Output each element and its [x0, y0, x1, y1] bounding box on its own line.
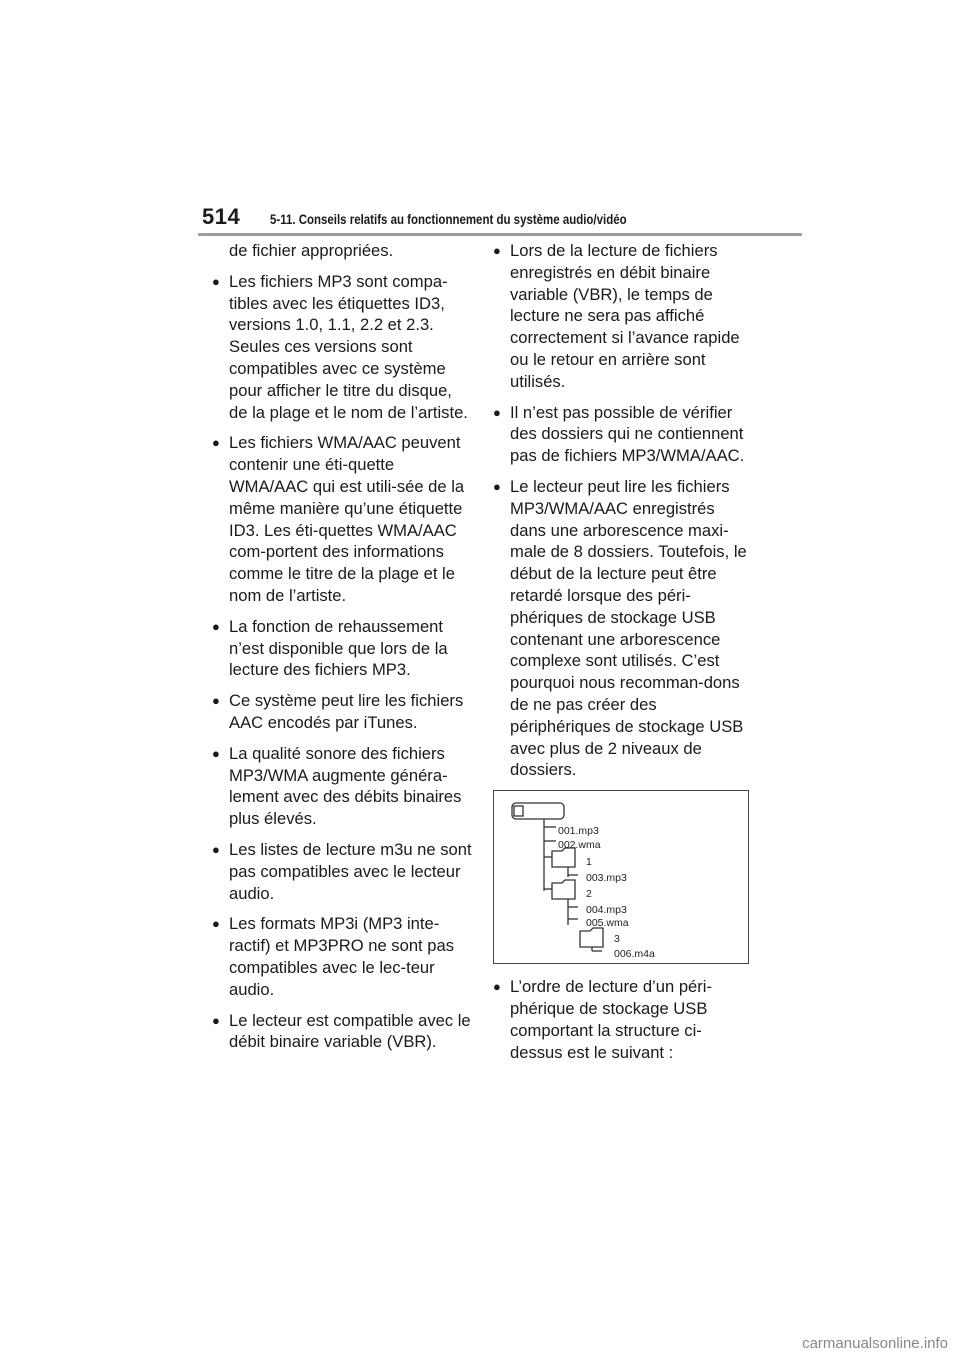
usb-folder-diagram	[493, 790, 749, 964]
bullet-item	[212, 743, 472, 830]
bullet-icon: ●	[493, 478, 501, 494]
bullet-item	[212, 271, 472, 424]
bullet-text: Les fichiers MP3 sont compa-tibles avec les étiquettes ID3, versions 1.0, 1.1, 2.2 et 2.3. Seules ces versions sont compatibles avec ce système pour afficher le titre du disque, de la plage et le nom de l’artiste.	[229, 271, 468, 422]
page-number: 514	[202, 204, 241, 229]
right-bullet-list-bottom	[493, 976, 753, 1063]
bullet-item	[212, 839, 472, 904]
bullet-text: Le lecteur est compatible avec le débit binaire variable (VBR).	[229, 1010, 471, 1052]
file-label: 003.mp3	[586, 872, 627, 885]
bullet-text: Ce système peut lire les fichiers AAC encodés par iTunes.	[229, 691, 464, 732]
watermark: carmanualsonline.info	[802, 1335, 948, 1352]
bullet-item	[493, 976, 753, 1063]
bullet-item	[493, 402, 753, 467]
file-label: 004.mp3	[586, 904, 627, 917]
continuation-text: de fichier appropriées.	[229, 241, 394, 260]
bullet-icon: ●	[212, 693, 220, 709]
bullet-text: Les fichiers WMA/AAC peuvent contenir une éti-quette WMA/AAC qui est utili-sée de la même manière qu’une étiquette ID3. Les éti-quettes WMA/AAC com-portent des informations comme le titre de la plage et le nom de l’artiste.	[229, 433, 465, 605]
bullet-icon: ●	[493, 979, 501, 995]
bullet-item	[493, 240, 753, 393]
bullet-item	[212, 432, 472, 606]
bullet-item	[212, 690, 472, 734]
folder-icon-2	[552, 880, 575, 899]
section-title: 5-11. Conseils relatifs au fonctionnement du système audio/vidéo	[270, 211, 627, 227]
left-bullet-list	[212, 271, 472, 1053]
bullet-icon: ●	[212, 1012, 220, 1028]
right-bullet-list	[493, 240, 753, 781]
bullet-icon: ●	[212, 435, 220, 451]
left-column	[212, 240, 472, 1062]
bullet-icon: ●	[493, 243, 501, 258]
bullet-icon: ●	[212, 273, 220, 289]
bullet-item	[212, 1010, 472, 1054]
file-label: 005.wma	[586, 917, 629, 930]
right-column	[493, 240, 753, 1072]
bullet-text: La qualité sonore des fichiers MP3/WMA augmente généra-lement avec des débits binaires plus élevés.	[229, 743, 462, 829]
folder-label: 2	[586, 888, 592, 901]
bullet-icon: ●	[212, 618, 220, 634]
folder-label: 3	[614, 933, 620, 946]
bullet-icon: ●	[212, 745, 220, 761]
file-label: 001.mp3	[558, 825, 599, 838]
bullet-item	[212, 913, 472, 1000]
bullet-text: L’ordre de lecture d’un péri-phérique de stockage USB comportant la structure ci-dessus est le suivant :	[510, 977, 713, 1062]
file-label: 006.m4a	[614, 948, 655, 961]
bullet-text: Les listes de lecture m3u ne sont pas compatibles avec le lecteur audio.	[229, 839, 472, 903]
bullet-icon: ●	[212, 841, 220, 857]
bullet-icon: ●	[212, 916, 220, 932]
bullet-text: La fonction de rehaussement n’est disponible que lors de la lecture des fichiers MP3.	[229, 616, 448, 680]
page-header	[198, 202, 802, 238]
bullet-icon: ●	[493, 404, 501, 420]
bullet-text: Il n’est pas possible de vérifier des dossiers qui ne contiennent pas de fichiers MP3/WMA/AAC.	[510, 402, 745, 466]
folder-label: 1	[586, 856, 592, 869]
bullet-item	[493, 476, 753, 781]
file-label: 002.wma	[558, 839, 601, 852]
header-rule	[198, 233, 802, 236]
bullet-item	[212, 616, 472, 681]
bullet-text: Lors de la lecture de fichiers enregistrés en débit binaire variable (VBR), le temps de lecture ne sera pas affiché correctement si l’avance rapide ou le retour en arrière sont utilisés.	[510, 241, 740, 391]
bullet-text: Les formats MP3i (MP3 inte-ractif) et MP3PRO ne sont pas compatibles avec le lec-teur audio.	[229, 914, 455, 999]
bullet-text: Le lecteur peut lire les fichiers MP3/WMA/AAC enregistrés dans une arborescence maxi-male de 8 dossiers. Toutefois, le début de la lecture peut être retardé lorsque des péri-phériques de stockage USB contenant une arborescence complexe sont utilisés. C’est pourquoi nous recomman-dons de ne pas créer des périphériques de stockage USB avec plus de 2 niveaux de dossiers.	[510, 476, 747, 780]
